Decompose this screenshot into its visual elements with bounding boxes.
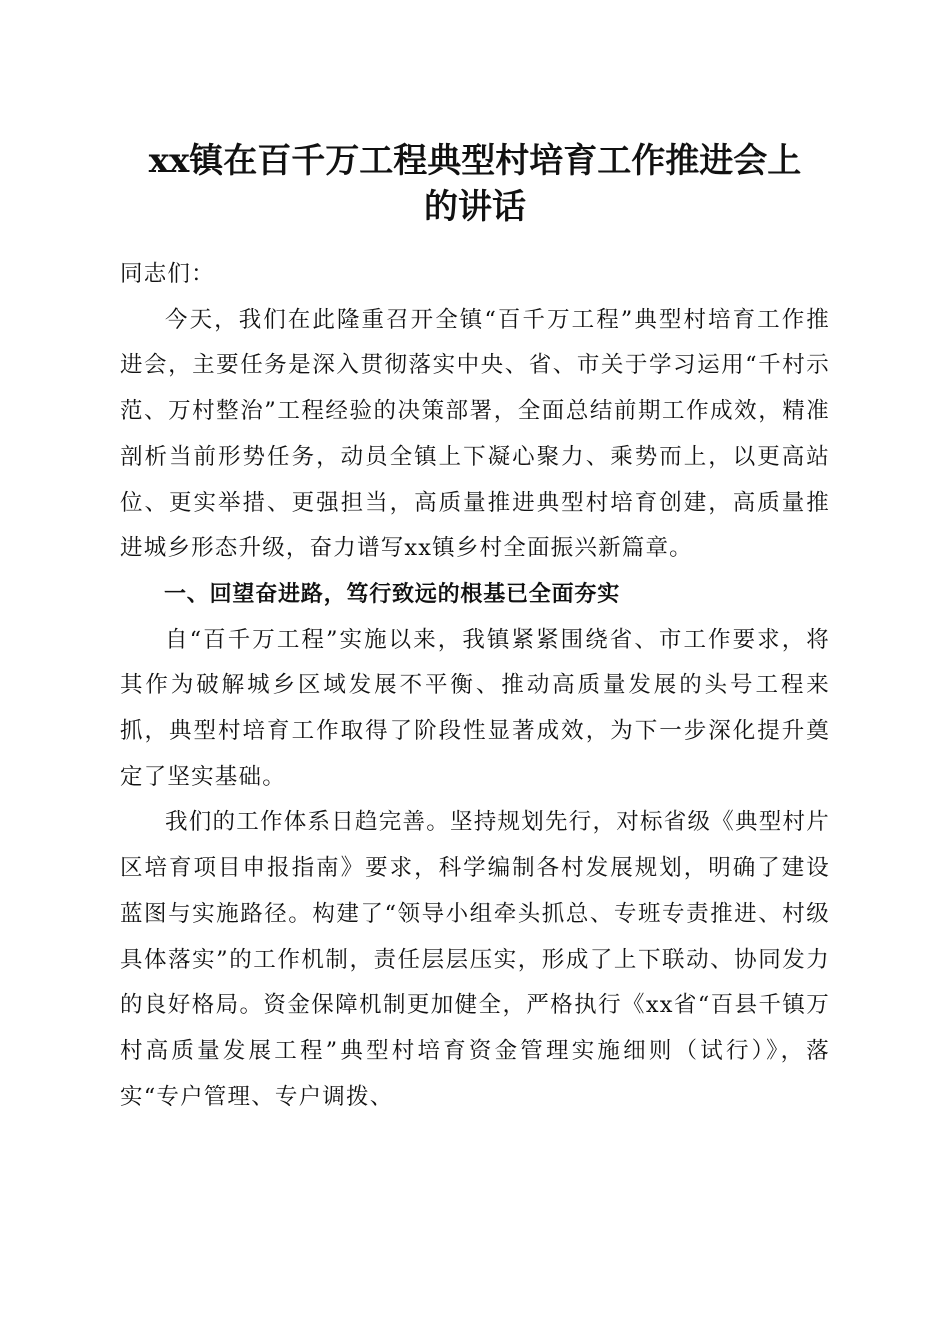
- paragraph-work-system: 我们的工作体系日趋完善。坚持规划先行，对标省级《典型村片区培育项目申报指南》要求，科学编制各村发展规划，明确了建设蓝图与实施路径。构建了“领导小组牵头抓总、专班专责推进、村级具体落实”的工作机制，责任层层压实，形成了上下联动、协同发力的良好格局。资金保障机制更加健全，严格执行《xx省“百县千镇万村高质量发展工程”典型村培育资金管理实施细则（试行）》，落实“专户管理、专户调拨、: [120, 809, 830, 1110]
- document-body: [120, 252, 830, 1120]
- paragraph-opening: 今天，我们在此隆重召开全镇“百千万工程”典型村培育工作推进会，主要任务是深入贯彻落实中央、省、市关于学习运用“千村示范、万村整治”工程经验的决策部署，全面总结前期工作成效，精准剖析当前形势任务，动员全镇上下凝心聚力、乘势而上，以更高站位、更实举措、更强担当，高质量推进典型村培育创建，高质量推进城乡形态升级，奋力谱写xx镇乡村全面振兴新篇章。: [120, 306, 830, 562]
- section-heading-1: 一、回望奋进路，笃行致远的根基已全面夯实: [164, 581, 621, 607]
- title-line-2: 的讲话: [424, 187, 526, 227]
- salutation: 同志们：: [120, 261, 215, 287]
- paragraph-section1-intro: 自“百千万工程”实施以来，我镇紧紧围绕省、市工作要求，将其作为破解城乡区域发展不平衡、推动高质量发展的头号工程来抓，典型村培育工作取得了阶段性显著成效，为下一步深化提升奠定了坚实基础。: [120, 626, 830, 790]
- document-title: [100, 138, 850, 230]
- title-line-1: xx镇在百千万工程典型村培育工作推进会上: [148, 141, 802, 181]
